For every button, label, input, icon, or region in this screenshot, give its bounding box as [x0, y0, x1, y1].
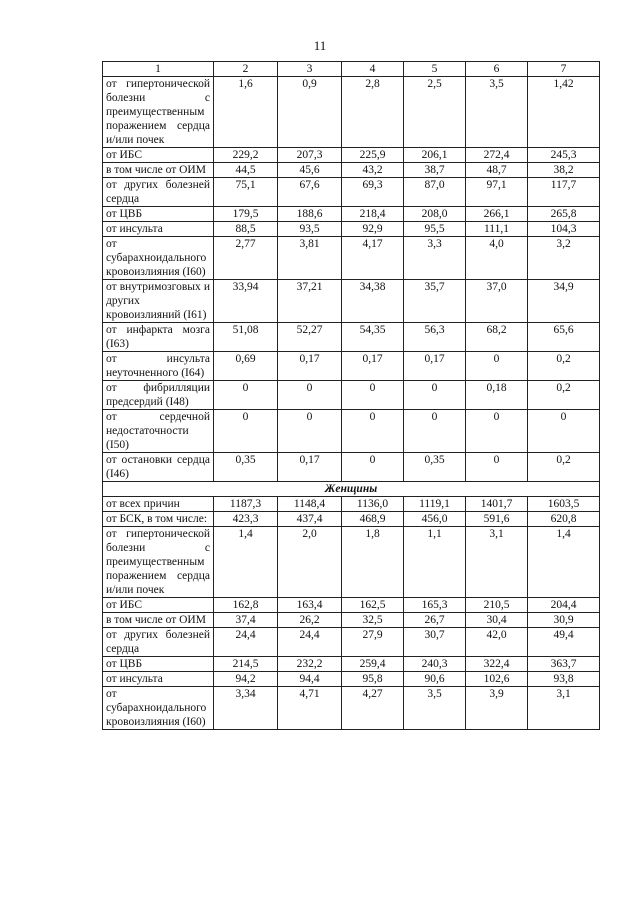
table-cell: 111,1: [466, 222, 528, 237]
mortality-table: [102, 61, 600, 730]
table-row: [103, 512, 600, 527]
table-cell: 33,94: [214, 280, 278, 323]
table-cell: 1,42: [528, 77, 600, 148]
table-cell: 0: [342, 410, 404, 453]
table-cell: 3,9: [466, 687, 528, 730]
table-cell: 30,7: [404, 628, 466, 657]
table-cell: 3,1: [466, 527, 528, 598]
table-cell: 54,35: [342, 323, 404, 352]
table-cell: 3,34: [214, 687, 278, 730]
table-cell: 4,71: [278, 687, 342, 730]
table-cell: 2,5: [404, 77, 466, 148]
row-label: от ЦВБ: [103, 657, 214, 672]
row-label: от ИБС: [103, 148, 214, 163]
column-header: 6: [466, 62, 528, 77]
table-cell: 24,4: [214, 628, 278, 657]
table-cell: 102,6: [466, 672, 528, 687]
table-cell: 0,2: [528, 381, 600, 410]
table-row: [103, 497, 600, 512]
table-cell: 45,6: [278, 163, 342, 178]
table-cell: 225,9: [342, 148, 404, 163]
row-label: от других болезней сердца: [103, 178, 214, 207]
table-row: [103, 453, 600, 482]
table-cell: 0: [342, 381, 404, 410]
row-label: от фибрилляции предсердий (I48): [103, 381, 214, 410]
row-label: в том числе от ОИМ: [103, 163, 214, 178]
table-cell: 162,8: [214, 598, 278, 613]
table-cell: 1,6: [214, 77, 278, 148]
table-row: [103, 628, 600, 657]
column-header: 7: [528, 62, 600, 77]
table-cell: 65,6: [528, 323, 600, 352]
table-cell: 423,3: [214, 512, 278, 527]
table-cell: 30,9: [528, 613, 600, 628]
table-cell: 0: [466, 352, 528, 381]
table-cell: 94,2: [214, 672, 278, 687]
row-label: от гипертонической болезни с преимущественным поражением сердца и/или почек: [103, 77, 214, 148]
table-cell: 0,2: [528, 453, 600, 482]
table-row: [103, 237, 600, 280]
table-cell: 38,2: [528, 163, 600, 178]
row-label: от остановки сердца (I46): [103, 453, 214, 482]
table-cell: 0,9: [278, 77, 342, 148]
row-label: от субарахноидального кровоизлияния (I60): [103, 237, 214, 280]
table-cell: 3,2: [528, 237, 600, 280]
table-cell: 37,4: [214, 613, 278, 628]
table-cell: 437,4: [278, 512, 342, 527]
table-cell: 210,5: [466, 598, 528, 613]
table-cell: 214,5: [214, 657, 278, 672]
table-cell: 48,7: [466, 163, 528, 178]
table-cell: 0: [342, 453, 404, 482]
table-cell: 26,2: [278, 613, 342, 628]
table-cell: 26,7: [404, 613, 466, 628]
table-row: [103, 687, 600, 730]
table-cell: 0: [278, 410, 342, 453]
table-row: [103, 163, 600, 178]
table-row: [103, 657, 600, 672]
table-cell: 0: [528, 410, 600, 453]
table-row: [103, 527, 600, 598]
table-cell: 3,1: [528, 687, 600, 730]
table-cell: 162,5: [342, 598, 404, 613]
table-cell: 188,6: [278, 207, 342, 222]
table-cell: 88,5: [214, 222, 278, 237]
table-cell: 1,4: [528, 527, 600, 598]
section-title: Женщины: [103, 482, 600, 497]
table-cell: 0,35: [404, 453, 466, 482]
table-cell: 1148,4: [278, 497, 342, 512]
table-cell: 68,2: [466, 323, 528, 352]
table-row: [103, 410, 600, 453]
table-cell: 179,5: [214, 207, 278, 222]
table-cell: 52,27: [278, 323, 342, 352]
table-cell: 468,9: [342, 512, 404, 527]
row-label: от инсульта: [103, 672, 214, 687]
table-cell: 4,17: [342, 237, 404, 280]
table-cell: 51,08: [214, 323, 278, 352]
table-cell: 204,4: [528, 598, 600, 613]
table-row: [103, 207, 600, 222]
table-cell: 240,3: [404, 657, 466, 672]
header-row: [103, 62, 600, 77]
table-cell: 266,1: [466, 207, 528, 222]
row-label: от инфаркта мозга (I63): [103, 323, 214, 352]
table-cell: 3,5: [404, 687, 466, 730]
table-cell: 0,2: [528, 352, 600, 381]
table-cell: 2,77: [214, 237, 278, 280]
table-cell: 0: [278, 381, 342, 410]
table-cell: 30,4: [466, 613, 528, 628]
table-cell: 0,18: [466, 381, 528, 410]
table-cell: 0: [214, 381, 278, 410]
table-cell: 34,38: [342, 280, 404, 323]
row-label: от БСК, в том числе:: [103, 512, 214, 527]
table-cell: 363,7: [528, 657, 600, 672]
table-cell: 42,0: [466, 628, 528, 657]
table-cell: 456,0: [404, 512, 466, 527]
table-cell: 97,1: [466, 178, 528, 207]
table-cell: 2,0: [278, 527, 342, 598]
table-cell: 620,8: [528, 512, 600, 527]
table-cell: 0: [404, 410, 466, 453]
table-cell: 163,4: [278, 598, 342, 613]
row-label: от инсульта неуточненного (I64): [103, 352, 214, 381]
table-row: [103, 148, 600, 163]
table-cell: 87,0: [404, 178, 466, 207]
table-cell: 1603,5: [528, 497, 600, 512]
table-cell: 67,6: [278, 178, 342, 207]
table-cell: 0: [466, 453, 528, 482]
table-row: [103, 381, 600, 410]
table-row: [103, 178, 600, 207]
table-cell: 34,9: [528, 280, 600, 323]
row-label: от гипертонической болезни с преимущественным поражением сердца и/или почек: [103, 527, 214, 598]
table-cell: 92,9: [342, 222, 404, 237]
column-header: 2: [214, 62, 278, 77]
table-row: [103, 323, 600, 352]
table-cell: 0,17: [404, 352, 466, 381]
table-cell: 265,8: [528, 207, 600, 222]
row-label: в том числе от ОИМ: [103, 613, 214, 628]
table-row: [103, 352, 600, 381]
table-cell: 69,3: [342, 178, 404, 207]
table-cell: 117,7: [528, 178, 600, 207]
column-header: 3: [278, 62, 342, 77]
column-header: 1: [103, 62, 214, 77]
table-cell: 3,5: [466, 77, 528, 148]
column-header: 5: [404, 62, 466, 77]
table-cell: 1,1: [404, 527, 466, 598]
table-cell: 37,0: [466, 280, 528, 323]
table-cell: 0: [466, 410, 528, 453]
table-cell: 1136,0: [342, 497, 404, 512]
table-cell: 37,21: [278, 280, 342, 323]
table-cell: 1401,7: [466, 497, 528, 512]
row-label: от инсульта: [103, 222, 214, 237]
table-cell: 0,17: [278, 453, 342, 482]
row-label: от внутримозговых и других кровоизлияний (I61): [103, 280, 214, 323]
table-cell: 272,4: [466, 148, 528, 163]
table-cell: 0,17: [278, 352, 342, 381]
table-cell: 93,5: [278, 222, 342, 237]
table-cell: 232,2: [278, 657, 342, 672]
table-cell: 27,9: [342, 628, 404, 657]
table-cell: 1119,1: [404, 497, 466, 512]
table-cell: 0: [214, 410, 278, 453]
table-cell: 49,4: [528, 628, 600, 657]
row-label: от других болезней сердца: [103, 628, 214, 657]
table-cell: 1187,3: [214, 497, 278, 512]
table-cell: 4,0: [466, 237, 528, 280]
column-header: 4: [342, 62, 404, 77]
table-cell: 32,5: [342, 613, 404, 628]
table-cell: 322,4: [466, 657, 528, 672]
row-label: от сердечной недостаточности (I50): [103, 410, 214, 453]
table-cell: 44,5: [214, 163, 278, 178]
table-cell: 206,1: [404, 148, 466, 163]
table-cell: 591,6: [466, 512, 528, 527]
table-cell: 3,81: [278, 237, 342, 280]
table-cell: 218,4: [342, 207, 404, 222]
page-number: 11: [313, 38, 327, 53]
table-cell: 207,3: [278, 148, 342, 163]
table-row: [103, 280, 600, 323]
table-row: [103, 598, 600, 613]
table-row: [103, 77, 600, 148]
table-row: [103, 672, 600, 687]
table-cell: 3,3: [404, 237, 466, 280]
row-label: от субарахноидального кровоизлияния (I60): [103, 687, 214, 730]
table-cell: 90,6: [404, 672, 466, 687]
table-cell: 229,2: [214, 148, 278, 163]
table-cell: 165,3: [404, 598, 466, 613]
table-row: [103, 613, 600, 628]
table-cell: 104,3: [528, 222, 600, 237]
table-cell: 38,7: [404, 163, 466, 178]
table-cell: 1,8: [342, 527, 404, 598]
table-cell: 75,1: [214, 178, 278, 207]
table-cell: 259,4: [342, 657, 404, 672]
table-cell: 95,5: [404, 222, 466, 237]
row-label: от ЦВБ: [103, 207, 214, 222]
section-row-women: [103, 482, 600, 497]
table-cell: 2,8: [342, 77, 404, 148]
table-cell: 56,3: [404, 323, 466, 352]
row-label: от всех причин: [103, 497, 214, 512]
table-cell: 1,4: [214, 527, 278, 598]
table-cell: 94,4: [278, 672, 342, 687]
table-cell: 245,3: [528, 148, 600, 163]
table-cell: 0,69: [214, 352, 278, 381]
row-label: от ИБС: [103, 598, 214, 613]
table-cell: 4,27: [342, 687, 404, 730]
table-cell: 0,17: [342, 352, 404, 381]
table-cell: 24,4: [278, 628, 342, 657]
table-cell: 0,35: [214, 453, 278, 482]
table-cell: 35,7: [404, 280, 466, 323]
table-row: [103, 222, 600, 237]
table-cell: 93,8: [528, 672, 600, 687]
table-cell: 208,0: [404, 207, 466, 222]
table-cell: 0: [404, 381, 466, 410]
table-cell: 95,8: [342, 672, 404, 687]
table-cell: 43,2: [342, 163, 404, 178]
